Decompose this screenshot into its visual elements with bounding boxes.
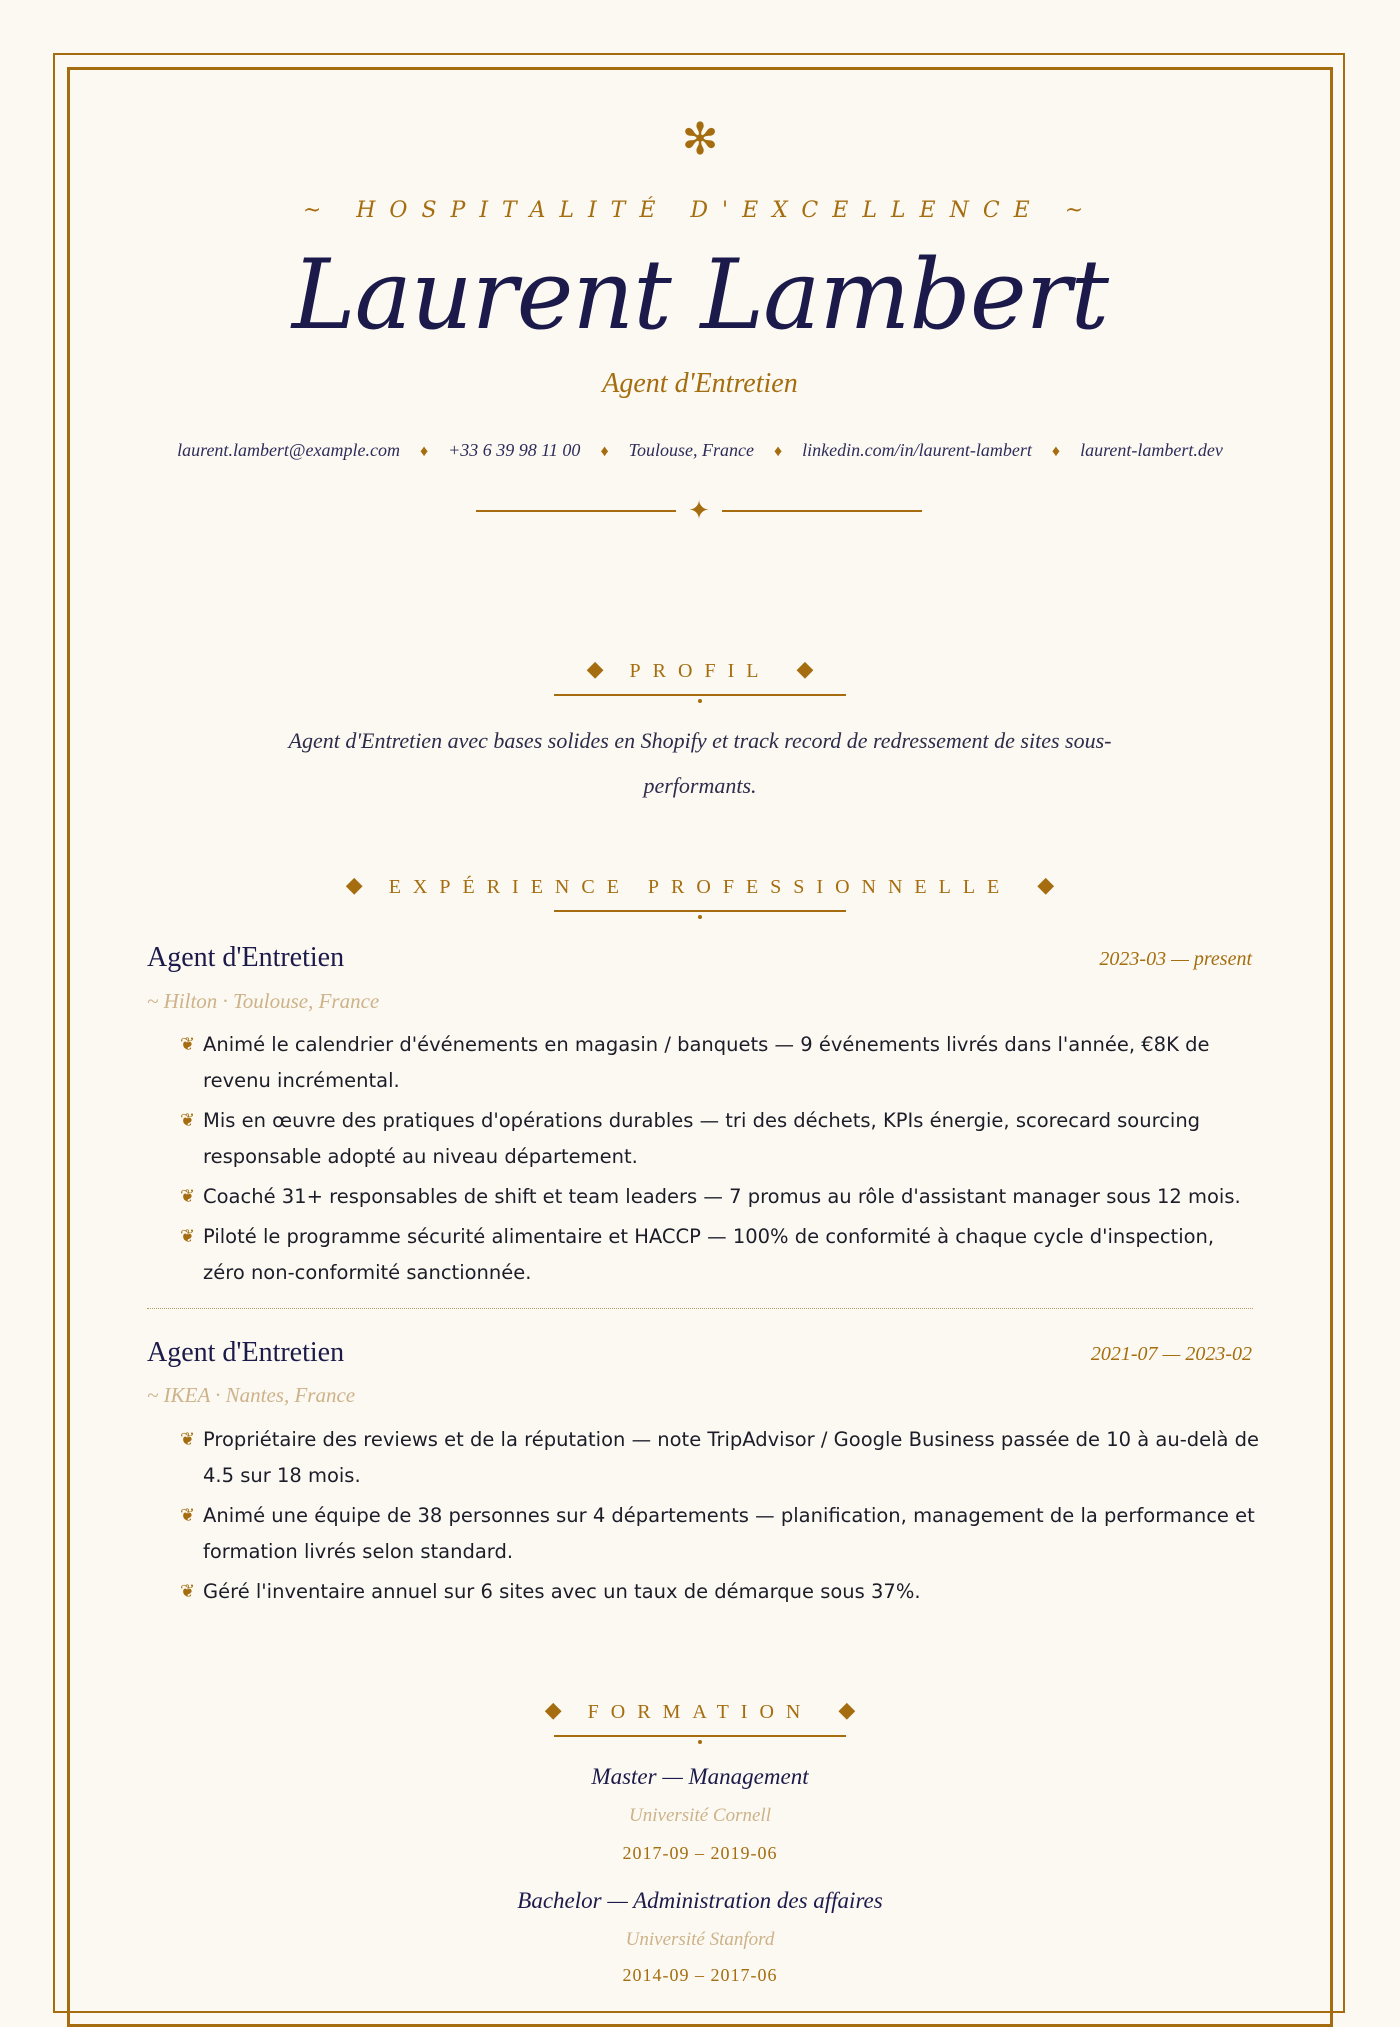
contact-phone[interactable]: +33 6 39 98 11 00: [448, 440, 581, 460]
diamond-separator-icon: ♦: [1051, 443, 1061, 460]
candidate-name: Laurent Lambert: [291, 239, 1109, 351]
edu-school: Université Cornell: [629, 1805, 771, 1826]
job-title: Agent d'Entretien: [147, 942, 345, 973]
floral-bullet-icon: ❦: [180, 1110, 196, 1131]
floral-bullet-icon: ❦: [180, 1581, 196, 1602]
edu-school: Université Stanford: [625, 1929, 775, 1950]
candidate-role: Agent d'Entretien: [602, 368, 798, 399]
contact-linkedin[interactable]: linkedin.com/in/laurent-lambert: [802, 440, 1032, 460]
section-title-experience: ◆ EXPÉRIENCE PROFESSIONNELLE ◆: [345, 872, 1055, 898]
header-divider: [476, 496, 922, 526]
list-item: ❦ Animé le calendrier d'événements en magasin / banquets — 9 événements livrés dans l'année, €8K de revenu incrémental.: [180, 1027, 1260, 1099]
diamond-icon: ◆: [586, 656, 604, 681]
job-company: ~ IKEA · Nantes, France: [147, 1383, 356, 1407]
floral-bullet-icon: ❦: [180, 1505, 196, 1526]
diamond-separator-icon: ♦: [773, 443, 783, 460]
floral-bullet-icon: ❦: [180, 1186, 196, 1207]
edu-dates: 2014-09 – 2017-06: [622, 1965, 778, 1985]
list-item: ❦ Mis en œuvre des pratiques d'opérations durables — tri des déchets, KPIs énergie, scorecard sourcing responsable adopté au niveau département.: [180, 1103, 1260, 1175]
diamond-icon: ◆: [796, 656, 814, 681]
job-separator: [147, 1308, 1253, 1309]
diamond-separator-icon: ♦: [600, 443, 609, 460]
section-rule: [554, 910, 846, 922]
list-item: ❦ Géré l'inventaire annuel sur 6 sites avec un taux de démarque sous 37%.: [180, 1574, 1260, 1610]
diamond-separator-icon: ♦: [419, 443, 429, 460]
contact-email[interactable]: laurent.lambert@example.com: [177, 440, 400, 460]
diamond-icon: ◆: [1037, 872, 1055, 897]
floral-bullet-icon: ❦: [180, 1429, 196, 1450]
list-item: ❦ Coaché 31+ responsables de shift et team leaders — 7 promus au rôle d'assistant manager sous 12 mois.: [180, 1179, 1260, 1215]
job-bullets: [180, 1027, 1260, 1295]
job-title: Agent d'Entretien: [147, 1337, 345, 1368]
edu-degree: Bachelor — Administration des affaires: [517, 1888, 883, 1913]
tagline: ~ HOSPITALITÉ D'EXCELLENCE ~: [302, 198, 1098, 223]
profile-summary: Agent d'Entretien avec bases solides en Shopify et track record de redressement de sites sous-performants.: [288, 728, 1112, 798]
diamond-icon: ◆: [345, 872, 363, 897]
job-company: ~ Hilton · Toulouse, France: [147, 989, 380, 1013]
list-item: ❦ Animé une équipe de 38 personnes sur 4 départements — planification, management de la performance et formation livrés selon standard.: [180, 1498, 1260, 1570]
section-title-profile: ◆ PROFIL ◆: [586, 656, 814, 682]
diamond-icon: ◆: [838, 1697, 856, 1722]
floral-bullet-icon: ❦: [180, 1034, 196, 1055]
job-dates: 2023-03 — present: [1099, 948, 1252, 970]
list-item: ❦ Piloté le programme sécurité alimentaire et HACCP — 100% de conformité à chaque cycle d'inspection, zéro non-conformité sanctionnée.: [180, 1219, 1260, 1291]
contact-website[interactable]: laurent-lambert.dev: [1080, 440, 1223, 460]
job-dates: 2021-07 — 2023-02: [1090, 1343, 1252, 1365]
job-bullets: [180, 1422, 1260, 1614]
edu-degree: Master — Management: [591, 1764, 809, 1789]
floral-bullet-icon: ❦: [180, 1226, 196, 1247]
top-ornament-icon: ✻: [681, 114, 719, 165]
section-rule: [554, 1735, 846, 1747]
section-title-education: ◆ FORMATION ◆: [544, 1697, 856, 1723]
list-item: ❦ Propriétaire des reviews et de la réputation — note TripAdvisor / Google Business passée de 10 à au-delà de 4.5 sur 18 mois.: [180, 1422, 1260, 1494]
diamond-icon: ◆: [544, 1697, 562, 1722]
contact-location: Toulouse, France: [628, 440, 754, 460]
edu-dates: 2017-09 – 2019-06: [622, 1843, 778, 1863]
contact-line: [0, 437, 1400, 465]
star-icon: ✦: [688, 496, 710, 526]
section-rule: [554, 694, 846, 706]
